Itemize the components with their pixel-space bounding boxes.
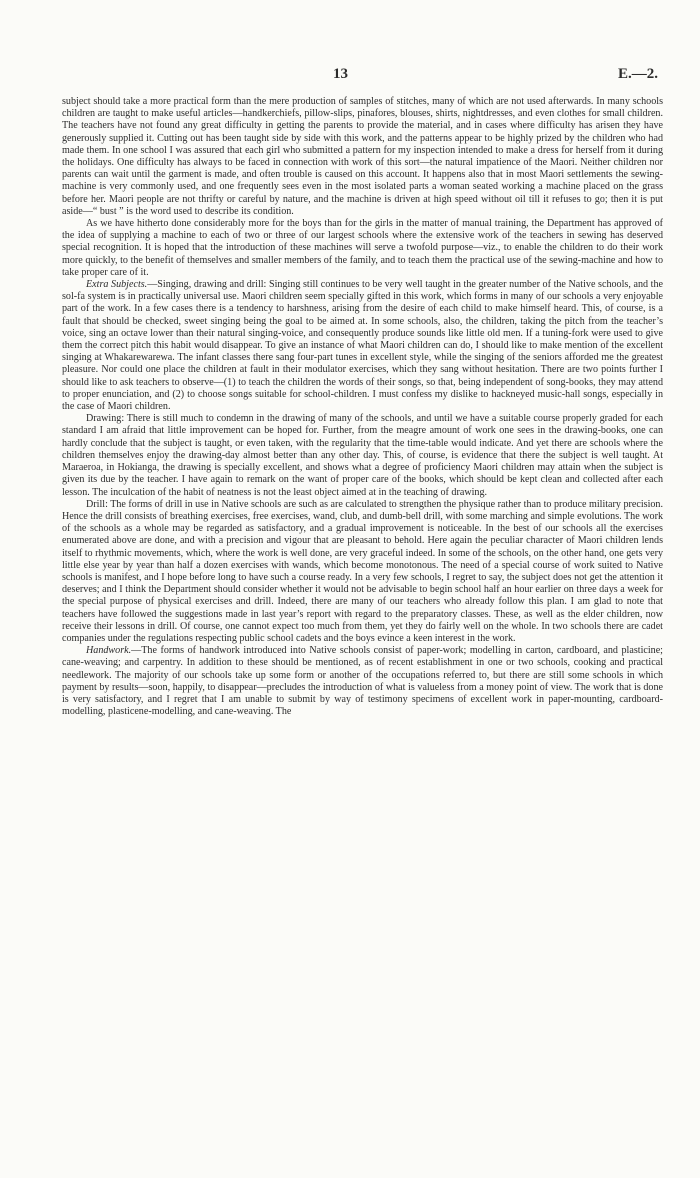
- page-header: [0, 66, 700, 86]
- body-text: [62, 96, 663, 718]
- section-label-handwork: Handwork.: [86, 645, 132, 657]
- document-reference: E.—2.: [617, 66, 658, 82]
- paragraph-sewing: subject should take a more practical form than the mere production of samples of stitches, many of which are not used afterwards. In many schools children are taught to make useful articles—handkerchiefs, pillow-slips, pinafores, blouses, shirts, nightdresses, and even clothes for small children. The teachers have not found any great difficulty in getting the parents to provide the material, and in cases where difficulty has arisen they have generously supplied it. Cutting out has been taught side by side with this work, and the patterns appear to be highly prized by the children who had made them. In one school I was assured that each girl who submitted a pattern for my inspection intended to make a dress for herself from it during the holidays. One difficulty has always to be faced in connection with work of this sort—the natural impatience of the Maori. Neither children nor parents can wait until the garment is made, and often trouble is caused on this account. It happens also that in most Maori settlements the sewing-machine is very commonly used, and one frequently sees even in the most isolated parts a woman seated working a machine placed on the grass before her. Maori people are not thrifty or careful by nature, and the machine is driven at high speed without oil till it refuses to go; then it is put aside—“ bust ” is the word used to describe its condition.: [62, 96, 663, 217]
- page-number: 13: [333, 66, 348, 82]
- paragraph-sewing-machines: As we have hitherto done considerably more for the boys than for the girls in the matter of manual training, the Department has approved of the idea of supplying a machine to each of two or three of our largest schools where the extensive work of the teachers in sewing has deserved special recognition. It is hoped that the introduction of these machines will serve a twofold purpose—viz., to enable the children to do their work more quickly, to the benefit of themselves and smaller members of the family, and to teach them the practical use of the sewing-machine and how to take proper care of it.: [62, 218, 663, 278]
- section-label-extra-subjects: Extra Subjects.: [86, 279, 148, 291]
- paragraph-extra-subjects: Extra Subjects.—Singing, drawing and drill: Singing still continues to be very well taught in the greater number of the Native schools, and the sol-fa system is in practically universal use. Maori children seem specially gifted in this work, which forms in many of our schools a very enjoyable part of the work. In a few cases there is a tendency to harshness, arising from the desire of each child to make himself heard. This, of course, is a fault that should be checked, sweet singing being the goal to be aimed at. In some schools, also, the children, taking the pitch from the teacher’s voice, sing an octave lower than their natural singing-voice, and consequently produce sounds like little old men. If a tuning-fork were used to give them the correct pitch this habit would disappear. To give an instance of what Maori children can do, I should like to make mention of the excellent singing at Whakarewarewa. The infant classes there sang four-part tunes in excellent style, while the singing of the seniors afforded me the greatest pleasure. Nor could one place the children at fault in their modulator exercises, which they sang without hesitation. There are two points further I should like to ask teachers to observe—(1) to teach the children the words of their songs, so that, being independent of song-books, they may attend to proper enunciation, and (2) to choose songs suitable for school-children. I must confess my dislike to hackneyed music-hall songs, especially in the case of Maori children.: [62, 279, 663, 413]
- paragraph-drill: Drill: The forms of drill in use in Native schools are such as are calculated to strengthen the physique rather than to produce military precision. Hence the drill consists of breathing exercises, free exercises, wand, club, and dumb-bell drill, with some marching and simple evolutions. The work of the schools as a whole may be regarded as satisfactory, and a gradual improvement is noticeable. In the best of our schools all the exercises enumerated above are done, and with a precision and vigour that are pleasant to behold. Here again the peculiar character of Maori children lends itself to rhythmic movements, which, where the work is well done, are very graceful indeed. In some of the schools, on the other hand, one gets very little else year by year than half a dozen exercises with wands, which become monotonous. The need of a special course of work suited to Native schools is manifest, and I hope before long to have such a course ready. In a very few schools, I regret to say, the subject does not get the attention it deserves; and I think the Department should consider whether it would not be advisable to begin school half an hour earlier on three days a week for the special purpose of physical exercises and drill. Indeed, there are many of our teachers who already follow this plan. I am glad to note that teachers have followed the suggestions made in last year’s report with regard to the preparatory classes. These, as well as the elder children, now receive their lessons in drill. Of course, one cannot expect too much from them, yet they do fairly well on the whole. In two schools there are cadet companies under the regulations respecting public school cadets and the boys evince a keen interest in the work.: [62, 498, 663, 644]
- paragraph-handwork: Handwork.—The forms of handwork introduced into Native schools consist of paper-work; modelling in carton, cardboard, and plasticine; cane-weaving; and carpentry. In addition to these should be mentioned, as of recent establishment in one or two schools, cooking and practical needlework. The majority of our schools take up some form or another of the occupations referred to, but there are still some schools in which payment by results—soon, happily, to disappear—precludes the introduction of what is valueless from a money point of view. The work that is done is very satisfactory, and I regret that I am unable to submit by way of testimony specimens of excellent work in paper-mounting, cardboard-modelling, plasticene-modelling, and cane-weaving. The: [62, 645, 663, 718]
- paragraph-drawing: Drawing: There is still much to condemn in the drawing of many of the schools, and until we have a suitable course properly graded for each standard I am afraid that little improvement can be hoped for. Further, from the meagre amount of work one sees in the drawing-books, one can hardly conclude that the subject is taught, or even taken, with the regularity that the time-table would indicate. And yet there are schools where the children themselves enjoy the drawing-day almost better than any other day. This, of course, is evidence that there the subject is well taught. At Maraeroa, in Hokianga, the drawing is specially excellent, and shows what a degree of proficiency Maori children may attain when the subject is given its due by the teacher. I have again to remark on the want of proper care of the books, which should be kept clean and collected after each lesson. The inculcation of the habit of neatness is not the least object aimed at in the teaching of drawing.: [62, 413, 663, 498]
